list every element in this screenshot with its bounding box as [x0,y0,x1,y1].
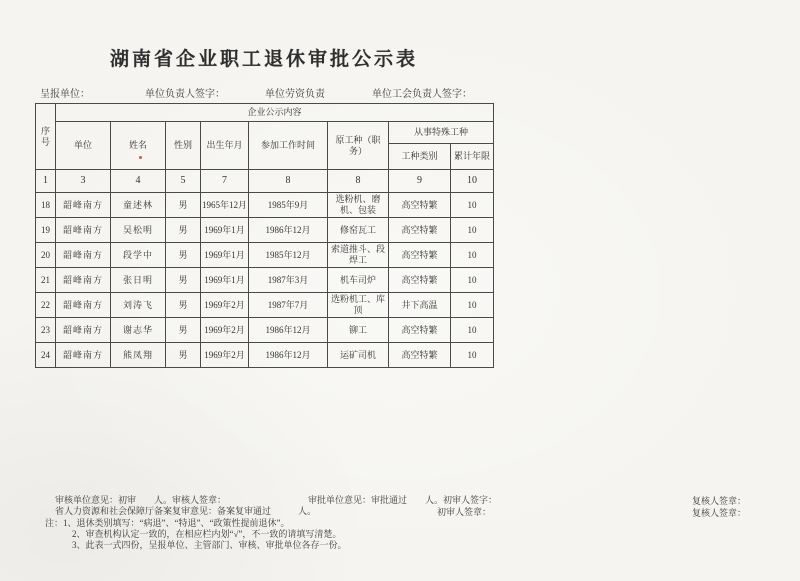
column-number-cell: 3 [56,170,111,193]
note-line-2: 2、审查机构认定一致的，在相应栏内划“√”，不一致的请填写清楚。 [72,529,342,539]
table-row [36,268,494,293]
province-review-opinion: 省人力资源和社会保障厅备案复审意见：备案复审通过 人。 [55,506,317,516]
cell-seq: 23 [36,318,56,343]
cell-cumulative-years: 10 [451,293,494,318]
field-unit-leader-signature: 单位负责人签字： [145,89,225,100]
cell-original-job: 运矿司机 [328,343,389,368]
cell-name: 段学中 [111,243,166,268]
cell-cumulative-years: 10 [451,218,494,243]
cell-seq: 18 [36,193,56,218]
cell-original-job: 修窑瓦工 [328,218,389,243]
cell-unit: 韶峰南方 [56,218,111,243]
retirement-approval-table [35,103,494,368]
cell-job-category: 高空特繁 [389,243,451,268]
table-row [36,343,494,368]
cell-birth: 1969年2月 [201,318,249,343]
cell-birth: 1969年1月 [201,243,249,268]
col-header-job-category: 工种类别 [389,144,451,170]
table-body [36,193,494,368]
table-row [36,243,494,268]
column-number-cell: 1 [36,170,56,193]
table-row [36,318,494,343]
column-number-cell: 10 [451,170,494,193]
cell-seq: 24 [36,343,56,368]
cell-original-job: 索道推斗、段焊工 [328,243,389,268]
table-row [36,193,494,218]
cell-gender: 男 [166,318,201,343]
cell-work-start: 1986年12月 [249,318,328,343]
cell-unit: 韶峰南方 [56,268,111,293]
col-header-enterprise-publicity: 企业公示内容 [56,104,494,122]
column-number-cell: 4 [111,170,166,193]
cell-job-category: 高空特繁 [389,218,451,243]
first-reviewer-seal-label: 初审人签章： [437,507,492,517]
cell-cumulative-years: 10 [451,243,494,268]
cell-job-category: 高空特繁 [389,268,451,293]
cell-original-job: 选粉机工、库顶 [328,293,389,318]
cell-original-job: 铆工 [328,318,389,343]
column-number-cell: 8 [249,170,328,193]
cell-cumulative-years: 10 [451,318,494,343]
cell-original-job: 选粉机、磨机、包装 [328,193,389,218]
cell-seq: 21 [36,268,56,293]
cell-name: 熊凤翔 [111,343,166,368]
col-header-seq: 序号 [36,104,56,170]
col-header-special-work: 从事特殊工种 [389,122,494,144]
column-number-cell: 8 [328,170,389,193]
approval-unit-opinion: 审批单位意见：审批通过 人。初审人签字： [308,495,498,505]
column-number-row [36,170,494,193]
cell-cumulative-years: 10 [451,193,494,218]
cell-gender: 男 [166,343,201,368]
cell-unit: 韶峰南方 [56,343,111,368]
cell-name: 刘涛飞 [111,293,166,318]
col-header-birth: 出生年月 [201,122,249,170]
cell-job-category: 高空特繁 [389,318,451,343]
field-unit-labor: 单位劳资负责 [265,89,325,100]
reviewer-seal-label-1: 复核人签章： [692,496,747,506]
cell-seq: 20 [36,243,56,268]
cell-name: 谢志华 [111,318,166,343]
audit-unit-opinion: 审核单位意见：初审 人。审核人签章： [55,495,227,505]
cell-cumulative-years: 10 [451,268,494,293]
cell-work-start: 1985年9月 [249,193,328,218]
cell-gender: 男 [166,293,201,318]
document-title: 湖南省企业职工退休审批公示表 [109,49,418,70]
cell-birth: 1969年1月 [201,218,249,243]
scan-mark-dot [139,156,142,159]
column-number-cell: 9 [389,170,451,193]
cell-job-category: 井下高温 [389,293,451,318]
col-header-unit: 单位 [56,122,111,170]
cell-unit: 韶峰南方 [56,243,111,268]
cell-name: 童述林 [111,193,166,218]
cell-name: 张日明 [111,268,166,293]
cell-unit: 韶峰南方 [56,293,111,318]
cell-gender: 男 [166,218,201,243]
cell-birth: 1969年1月 [201,268,249,293]
cell-seq: 19 [36,218,56,243]
cell-unit: 韶峰南方 [56,318,111,343]
column-number-cell: 5 [166,170,201,193]
cell-job-category: 高空特繁 [389,193,451,218]
cell-work-start: 1985年12月 [249,243,328,268]
cell-seq: 22 [36,293,56,318]
cell-work-start: 1987年7月 [249,293,328,318]
cell-job-category: 高空特繁 [389,343,451,368]
column-number-cell: 7 [201,170,249,193]
cell-birth: 1965年12月 [201,193,249,218]
reviewer-seal-label-2: 复核人签章： [692,508,747,518]
cell-name: 吴松明 [111,218,166,243]
cell-cumulative-years: 10 [451,343,494,368]
cell-gender: 男 [166,243,201,268]
col-header-work-start: 参加工作时间 [249,122,328,170]
col-header-gender: 性别 [166,122,201,170]
cell-original-job: 机车司炉 [328,268,389,293]
cell-unit: 韶峰南方 [56,193,111,218]
table-row [36,293,494,318]
field-reporting-unit: 呈报单位： [40,89,90,100]
cell-gender: 男 [166,268,201,293]
cell-work-start: 1987年3月 [249,268,328,293]
cell-work-start: 1986年12月 [249,343,328,368]
table-row [36,218,494,243]
col-header-original-job: 原工种（职务） [328,122,389,170]
note-line-1: 注：1、退休类别填写：“病退”、“特退”、“政策性提前退休”。 [45,518,290,528]
cell-gender: 男 [166,193,201,218]
cell-work-start: 1986年12月 [249,218,328,243]
cell-birth: 1969年2月 [201,343,249,368]
field-unit-union-signature: 单位工会负责人签字： [372,89,472,100]
col-header-name: 姓名 [111,122,166,170]
col-header-cumulative-years: 累计年限 [451,144,494,170]
cell-birth: 1969年2月 [201,293,249,318]
note-line-3: 3、此表一式四份，呈报单位、主管部门、审核、审批单位各存一份。 [72,540,347,550]
